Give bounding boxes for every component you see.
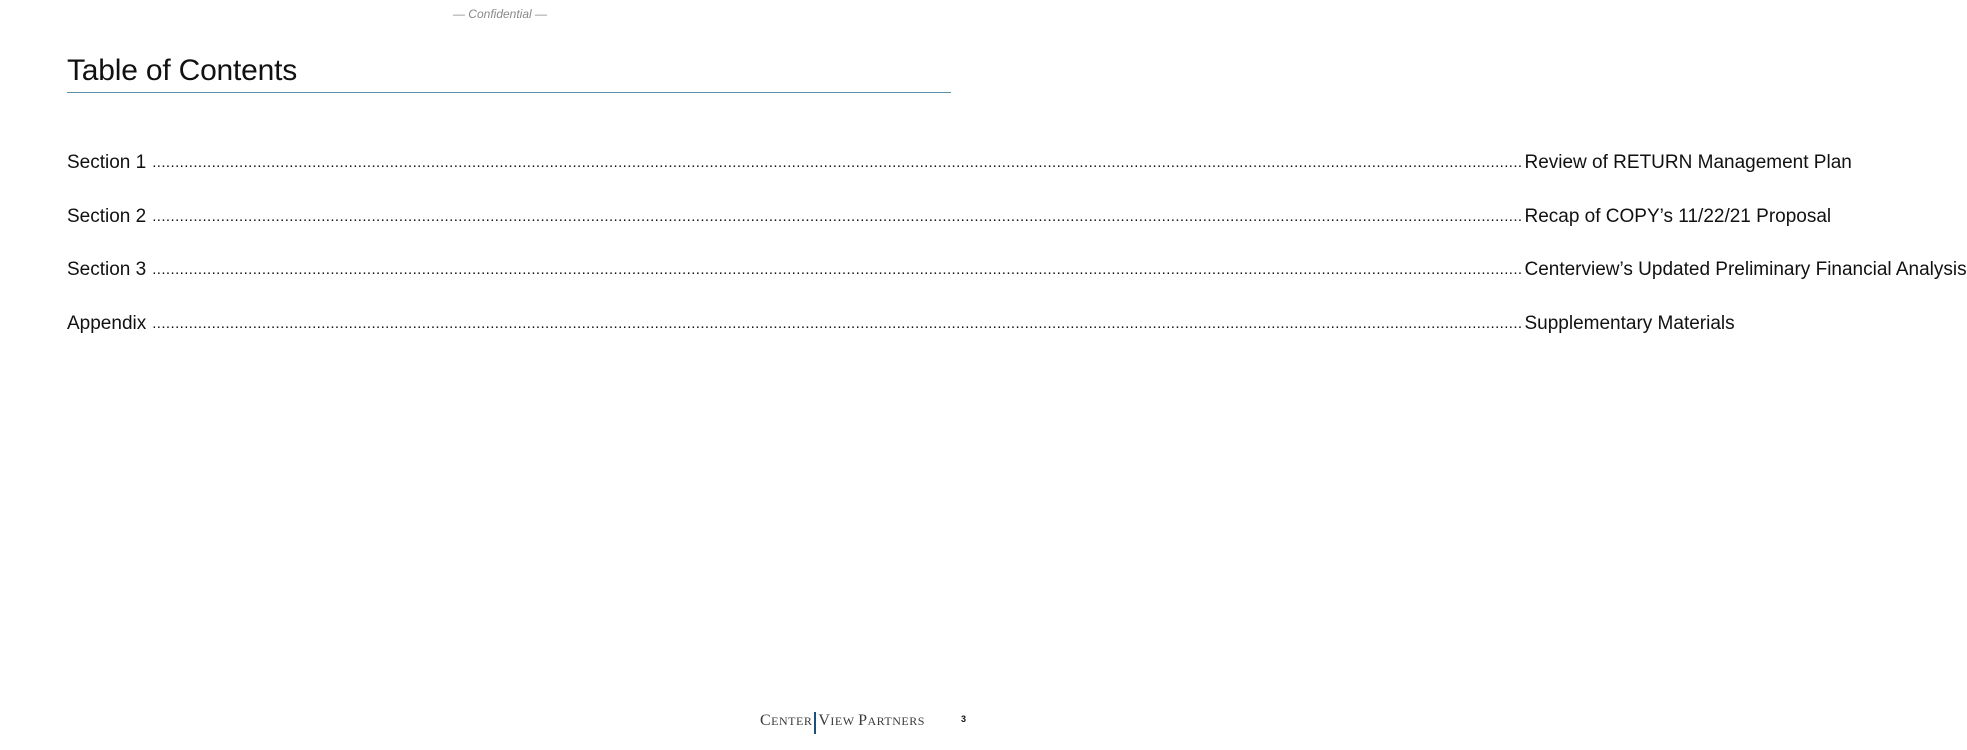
logo-initial: C: [760, 712, 772, 729]
toc-entry-label: Section 1: [67, 152, 147, 173]
toc-entry-appendix[interactable]: [67, 312, 1735, 367]
logo-text: ARTNERS: [867, 713, 925, 728]
toc-entry-title: Recap of COPY’s 11/22/21 Proposal: [1524, 205, 1832, 227]
page-title: Table of Contents: [67, 54, 298, 87]
toc-entry-label: Section 3: [67, 259, 147, 280]
toc-dot-leader: ............................................................................................................................................................................................................................................................................................................: [152, 154, 1523, 171]
toc-dot-leader: ............................................................................................................................................................................................................................................................................................................: [152, 207, 1523, 225]
toc-entry-label: Appendix: [67, 312, 147, 334]
toc-entry-title: Supplementary Materials: [1524, 312, 1735, 334]
logo-divider-bar: [814, 712, 816, 734]
toc-dot-leader: ............................................................................................................................................................................................................................................................................................................: [152, 261, 1523, 278]
toc-entry-title: Centerview’s Updated Preliminary Financial Analysis: [1524, 259, 1967, 280]
toc-entry-label: Section 2: [67, 205, 147, 227]
title-divider: [67, 92, 951, 93]
toc-entry-title: Review of RETURN Management Plan: [1524, 152, 1852, 173]
table-of-contents: [67, 152, 1967, 366]
centerview-partners-logo: [760, 710, 925, 732]
confidential-marking: — Confidential —: [452, 7, 548, 21]
logo-text: ENTER: [771, 713, 813, 728]
logo-text: IEW: [830, 713, 855, 728]
logo-initial: P: [858, 712, 868, 729]
toc-entry-section-1[interactable]: [67, 152, 1852, 206]
page-number: 3: [961, 714, 967, 724]
toc-entry-section-3[interactable]: [67, 259, 1967, 313]
toc-dot-leader: ............................................................................................................................................................................................................................................................................................................: [152, 314, 1523, 332]
logo-initial: V: [818, 712, 831, 729]
toc-entry-section-2[interactable]: [67, 205, 1832, 260]
